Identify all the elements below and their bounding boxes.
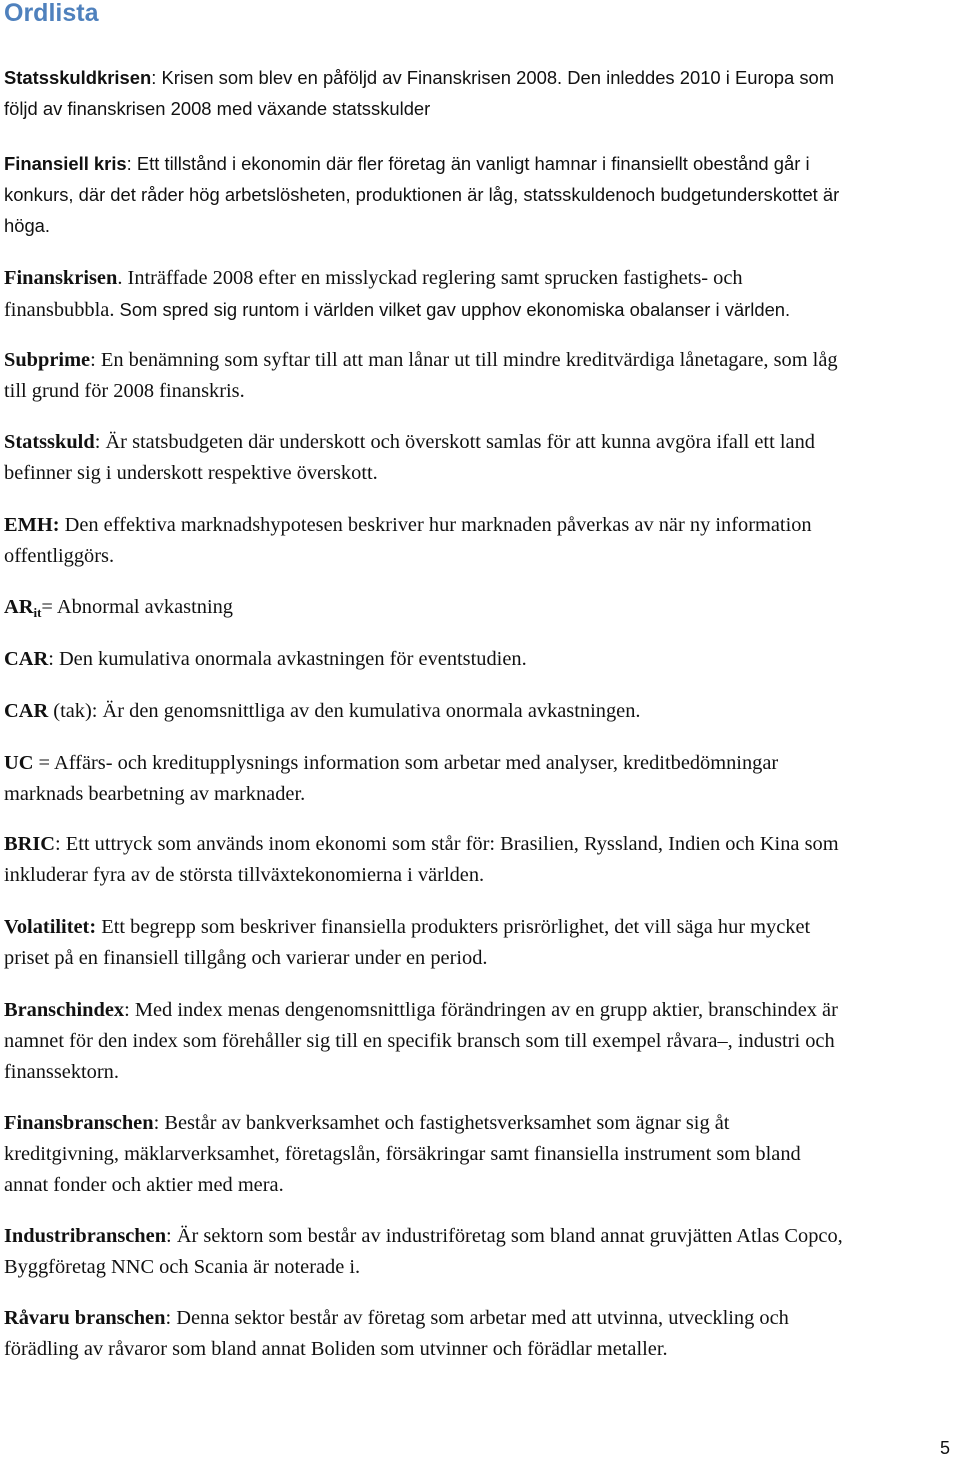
entry-term: Råvaru branschen xyxy=(4,1307,166,1329)
entry-definition: Ett tillstånd i ekonomin där fler företag än vanligt hamnar i finansiellt obestånd går i xyxy=(136,153,810,174)
page-title: Ordlista xyxy=(4,0,99,27)
entry-line: finansbubbla. Som spred sig runtom i världen vilket gav upphov ekonomiska obalanser i världen. xyxy=(4,299,791,321)
entry-definition: Den kumulativa onormala avkastningen för eventstudien. xyxy=(58,648,527,670)
entry-line: finanssektorn. xyxy=(4,1061,119,1083)
entry-line: Branschindex: Med index menas dengenomsnittliga förändringen av en grupp aktier, branschindex är xyxy=(4,999,838,1021)
entry-term: CAR xyxy=(4,648,49,670)
entry-line xyxy=(4,592,960,628)
entry-term: BRIC xyxy=(4,833,55,855)
glossary-entry-car xyxy=(4,644,960,675)
entry-definition: Är statsbudgeten där underskott och överskott samlas för att kunna avgöra ifall ett land xyxy=(105,431,815,453)
entry-definition: Ett begrepp som beskriver finansiella produkters prisrörlighet, det vill säga hur mycket xyxy=(101,916,811,938)
entry-term: Volatilitet: xyxy=(4,916,97,938)
page-number: 5 xyxy=(939,1438,950,1458)
entry-term: Finansiell kris xyxy=(4,153,127,174)
glossary-entry-ar-it xyxy=(4,592,960,628)
glossary-entry-emh xyxy=(4,510,960,572)
entry-line: Byggföretag NNC och Scania är noterade i. xyxy=(4,1256,361,1278)
entry-line xyxy=(4,510,960,541)
entry-line: Finanskrisen. Inträffade 2008 efter en misslyckad reglering samt sprucken fastighets- och xyxy=(4,267,743,289)
entry-definition: (tak): Är den genomsnittliga av den kumulativa onormala avkastningen. xyxy=(53,700,641,722)
glossary-entry-industribranschen xyxy=(4,1221,960,1283)
entry-line: inkluderar fyra av de största tillväxtekonomierna i världen. xyxy=(4,864,485,886)
entry-definition: Den effektiva marknadshypotesen beskriver hur marknaden påverkas av när ny information xyxy=(64,514,812,536)
glossary-entry-statsskuld xyxy=(4,427,960,489)
entry-line: Finansiell kris: Ett tillstånd i ekonomin där fler företag än vanligt hamnar i finansiellt obestånd går i xyxy=(4,153,810,174)
glossary-entry-finansiell-kris xyxy=(4,148,960,241)
entry-term: Statsskuld xyxy=(4,431,95,453)
entry-definition: Denna sektor består av företag som arbetar med att utvinna, utveckling och xyxy=(176,1307,789,1329)
entry-line: följd av finanskrisen 2008 med växande statsskulder xyxy=(4,98,431,119)
entry-term: AR xyxy=(4,596,34,618)
entry-definition: Ett uttryck som används inom ekonomi som står för: Brasilien, Ryssland, Indien och Kina som xyxy=(65,833,839,855)
entry-line: namnet för den index som förehåller sig till en specifik bransch som till exempel råvara–, industri och xyxy=(4,1030,835,1052)
glossary-entry-ravaru-branschen xyxy=(4,1303,960,1365)
glossary-entry-branschindex xyxy=(4,995,960,1088)
entry-line: Finansbranschen: Består av bankverksamhet och fastighetsverksamhet som ägnar sig åt xyxy=(4,1112,730,1134)
entry-definition: = Abnormal avkastning xyxy=(41,596,233,618)
entry-term: Branschindex xyxy=(4,999,125,1021)
entry-definition: Krisen som blev en påföljd av Finanskrisen 2008. Den inleddes 2010 i Europa som xyxy=(161,67,835,88)
entry-line: befinner sig i underskott respektive överskott. xyxy=(4,462,378,484)
entry-definition: Inträffade 2008 efter en misslyckad reglering samt sprucken fastighets- och xyxy=(127,267,743,289)
entry-line: Subprime: En benämning som syftar till att man lånar ut till mindre kreditvärdiga lånetagare, som låg xyxy=(4,349,838,371)
entry-definition: En benämning som syftar till att man lånar ut till mindre kreditvärdiga lånetagare, som låg xyxy=(100,349,838,371)
entry-line: till grund för 2008 finanskris. xyxy=(4,380,245,402)
entry-line: annat fonder och aktier med mera. xyxy=(4,1174,284,1196)
entry-line: kreditgivning, mäklarverksamhet, företagslån, försäkringar samt finansiella instrument som bland xyxy=(4,1143,801,1165)
entry-definition: Är sektorn som består av industriföretag som bland annat gruvjätten Atlas Copco, xyxy=(176,1225,843,1247)
glossary-entry-volatilitet xyxy=(4,912,960,974)
entry-term: Subprime xyxy=(4,349,91,371)
entry-line: Statsskuldkrisen: Krisen som blev en påföljd av Finanskrisen 2008. Den inleddes 2010 i Europa som xyxy=(4,67,835,88)
entry-definition: Med index menas dengenomsnittliga förändringen av en grupp aktier, branschindex är xyxy=(134,999,838,1021)
entry-term: UC xyxy=(4,752,34,774)
entry-line: Råvaru branschen: Denna sektor består av företag som arbetar med att utvinna, utveckling och xyxy=(4,1307,789,1329)
entry-term: Statsskuldkrisen xyxy=(4,67,152,88)
glossary-entry-uc xyxy=(4,748,960,810)
entry-line xyxy=(4,912,960,943)
entry-line: Industribranschen: Är sektorn som består av industriföretag som bland annat gruvjätten Atlas Copco, xyxy=(4,1225,843,1247)
glossary-entry-statsskuldkrisen xyxy=(4,62,960,124)
entry-line: UC = Affärs- och kreditupplysnings information som arbetar med analyser, kreditbedömningar xyxy=(4,752,779,774)
entry-line: marknads bearbetning av marknader. xyxy=(4,783,306,805)
glossary-entry-subprime xyxy=(4,345,960,407)
entry-definition: Affärs- och kreditupplysnings information som arbetar med analyser, kreditbedömningar xyxy=(54,752,779,774)
entry-definition: Består av bankverksamhet och fastighetsverksamhet som ägnar sig åt xyxy=(164,1112,730,1134)
entry-line: CAR: Den kumulativa onormala avkastningen för eventstudien. xyxy=(4,648,527,670)
entry-line: priset på en finansiell tillgång och varierar under en period. xyxy=(4,947,488,969)
entry-line: höga. xyxy=(4,215,51,236)
entry-term: Industribranschen xyxy=(4,1225,167,1247)
glossary-entry-finansbranschen xyxy=(4,1108,960,1201)
entry-term: CAR xyxy=(4,700,49,722)
entry-line: Statsskuld: Är statsbudgeten där underskott och överskott samlas för att kunna avgöra ifall ett land xyxy=(4,431,815,453)
entry-line: BRIC: Ett uttryck som används inom ekonomi som står för: Brasilien, Ryssland, Indien och Kina som xyxy=(4,833,839,855)
entry-term: Finanskrisen xyxy=(4,267,118,289)
entry-line: konkurs, där det råder hög arbetslösheten, produktionen är låg, statsskuldenoch budgetunderskottet är xyxy=(4,184,840,205)
glossary-entry-finanskrisen xyxy=(4,263,960,326)
entry-line: förädling av råvaror som bland annat Boliden som utvinner och förädlar metaller. xyxy=(4,1338,668,1360)
entry-line xyxy=(4,696,960,727)
entry-term: Finansbranschen xyxy=(4,1112,154,1134)
entry-line: offentliggörs. xyxy=(4,545,115,567)
glossary-entry-car-tak xyxy=(4,696,960,727)
glossary-entry-bric xyxy=(4,829,960,891)
entry-term: EMH: xyxy=(4,514,60,536)
entry-subscript: it xyxy=(33,605,42,620)
